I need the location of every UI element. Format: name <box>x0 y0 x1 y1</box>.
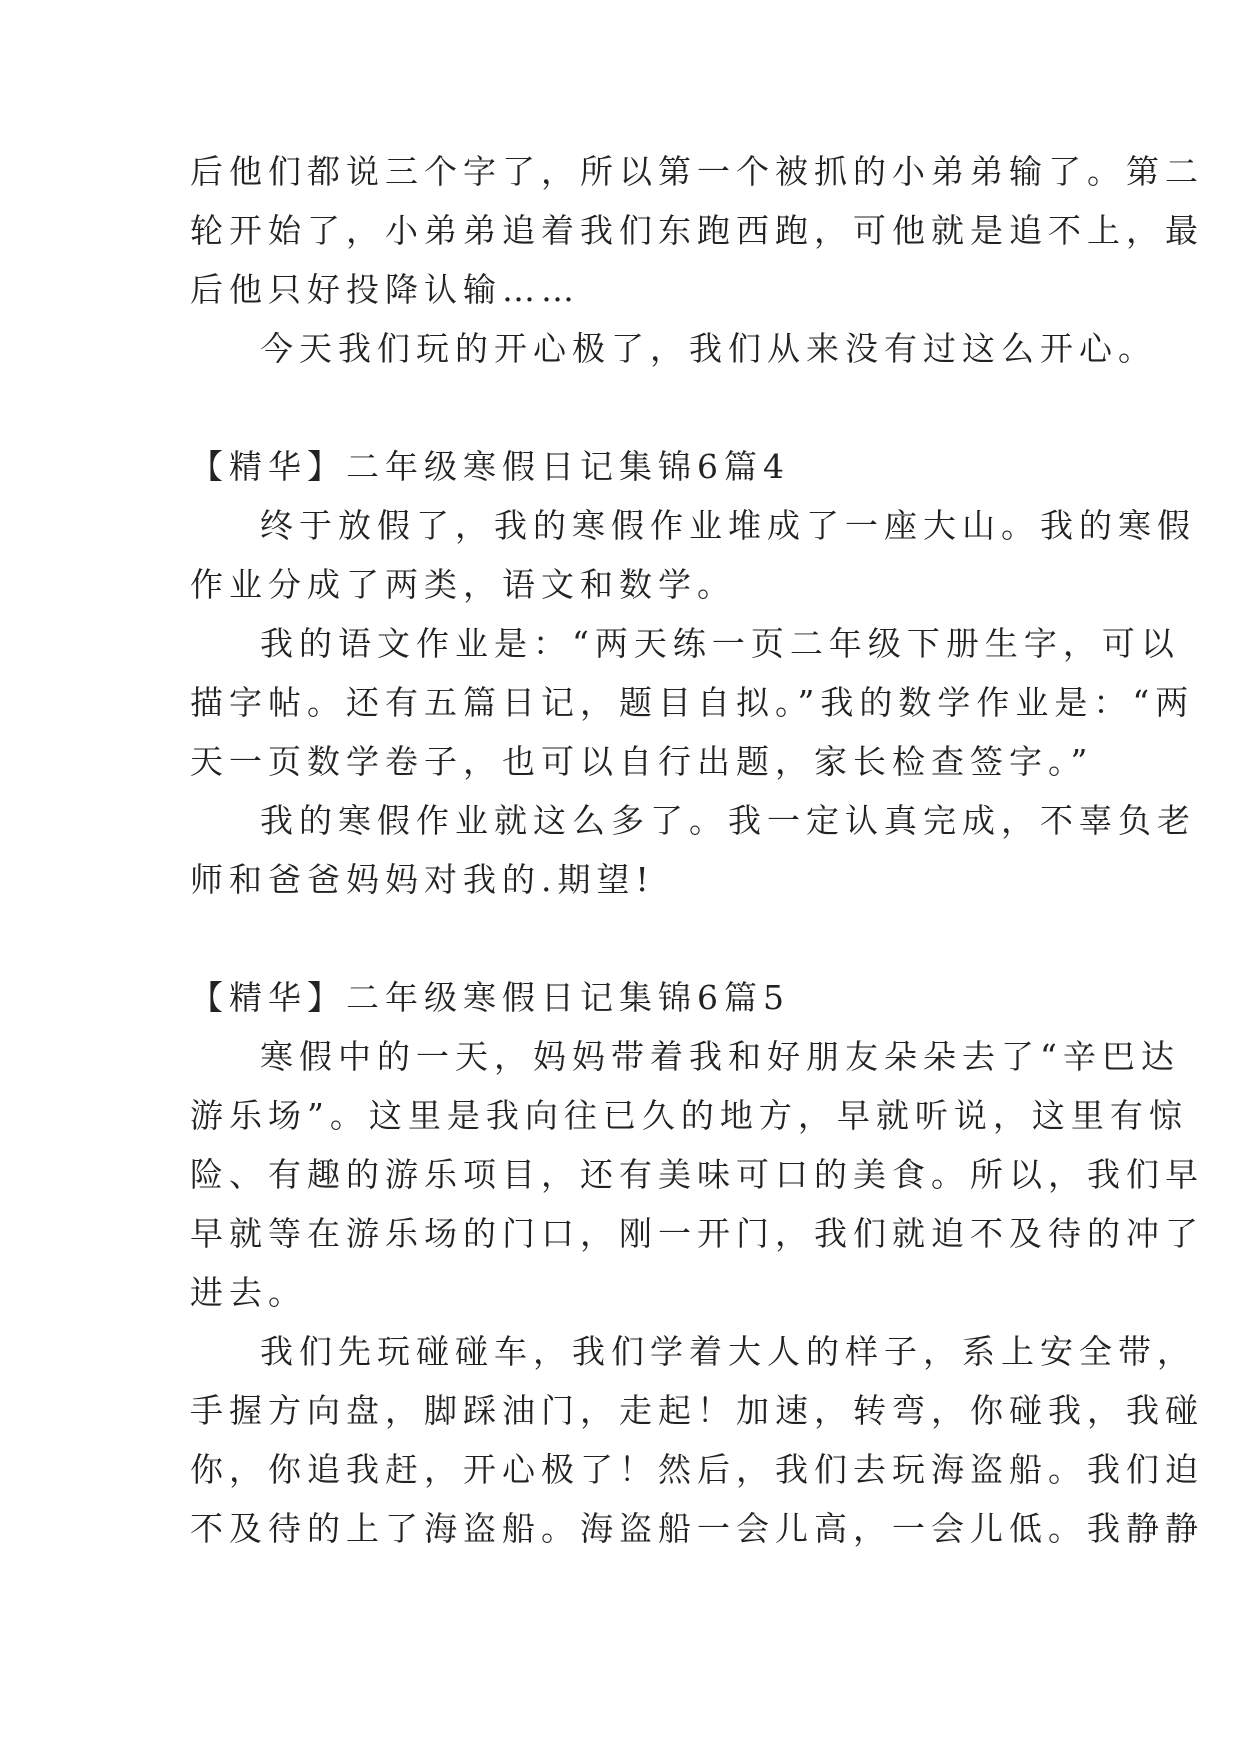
text-line: 寒假中的一天，妈妈带着我和好朋友朵朵去了“辛巴达 <box>260 1037 1180 1076</box>
text-line: 游乐场”。这里是我向往已久的地方，早就听说，这里有惊 <box>190 1096 1188 1135</box>
text-line: 我们先玩碰碰车，我们学着大人的样子，系上安全带， <box>260 1332 1196 1371</box>
text-line: 今天我们玩的开心极了，我们从来没有过这么开心。 <box>260 329 1157 368</box>
text-line: 不及待的上了海盗船。海盗船一会儿高，一会儿低。我静静 <box>190 1509 1204 1548</box>
text-line: 师和爸爸妈妈对我的.期望! <box>190 860 655 899</box>
text-line: 我的语文作业是：“两天练一页二年级下册生字，可以 <box>260 624 1180 663</box>
text-line: 描字帖。还有五篇日记，题目自拟。”我的数学作业是：“两 <box>190 683 1195 722</box>
section-heading: 【精华】二年级寒假日记集锦6篇4 <box>190 447 790 486</box>
text-line: 后他只好投降认输…… <box>190 270 580 309</box>
text-line: 早就等在游乐场的门口，刚一开门，我们就迫不及待的冲了 <box>190 1214 1204 1253</box>
text-line: 轮开始了，小弟弟追着我们东跑西跑，可他就是追不上，最 <box>190 211 1204 250</box>
text-line: 险、有趣的游乐项目，还有美味可口的美食。所以，我们早 <box>190 1155 1204 1194</box>
text-line: 终于放假了，我的寒假作业堆成了一座大山。我的寒假 <box>260 506 1196 545</box>
text-line: 进去。 <box>190 1273 307 1312</box>
paragraph <box>190 614 1195 791</box>
paragraph <box>190 496 1196 614</box>
paragraph <box>190 1027 1204 1322</box>
text-line: 你，你追我赶，开心极了！然后，我们去玩海盗船。我们迫 <box>190 1450 1204 1489</box>
text-line: 作业分成了两类，语文和数学。 <box>190 565 736 604</box>
paragraph <box>190 319 1157 378</box>
paragraph <box>190 142 1204 319</box>
document-body <box>190 142 1204 1558</box>
blank-line <box>190 378 1050 437</box>
section-heading: 【精华】二年级寒假日记集锦6篇5 <box>190 978 790 1017</box>
paragraph <box>190 1322 1204 1558</box>
text-line: 我的寒假作业就这么多了。我一定认真完成，不辜负老 <box>260 801 1196 840</box>
text-line: 手握方向盘，脚踩油门，走起！加速，转弯，你碰我，我碰 <box>190 1391 1204 1430</box>
paragraph <box>190 791 1196 909</box>
blank-line <box>190 909 1050 968</box>
text-line: 后他们都说三个字了，所以第一个被抓的小弟弟输了。第二 <box>190 152 1204 191</box>
text-line: 天一页数学卷子，也可以自行出题，家长检查签字。” <box>190 742 1094 781</box>
